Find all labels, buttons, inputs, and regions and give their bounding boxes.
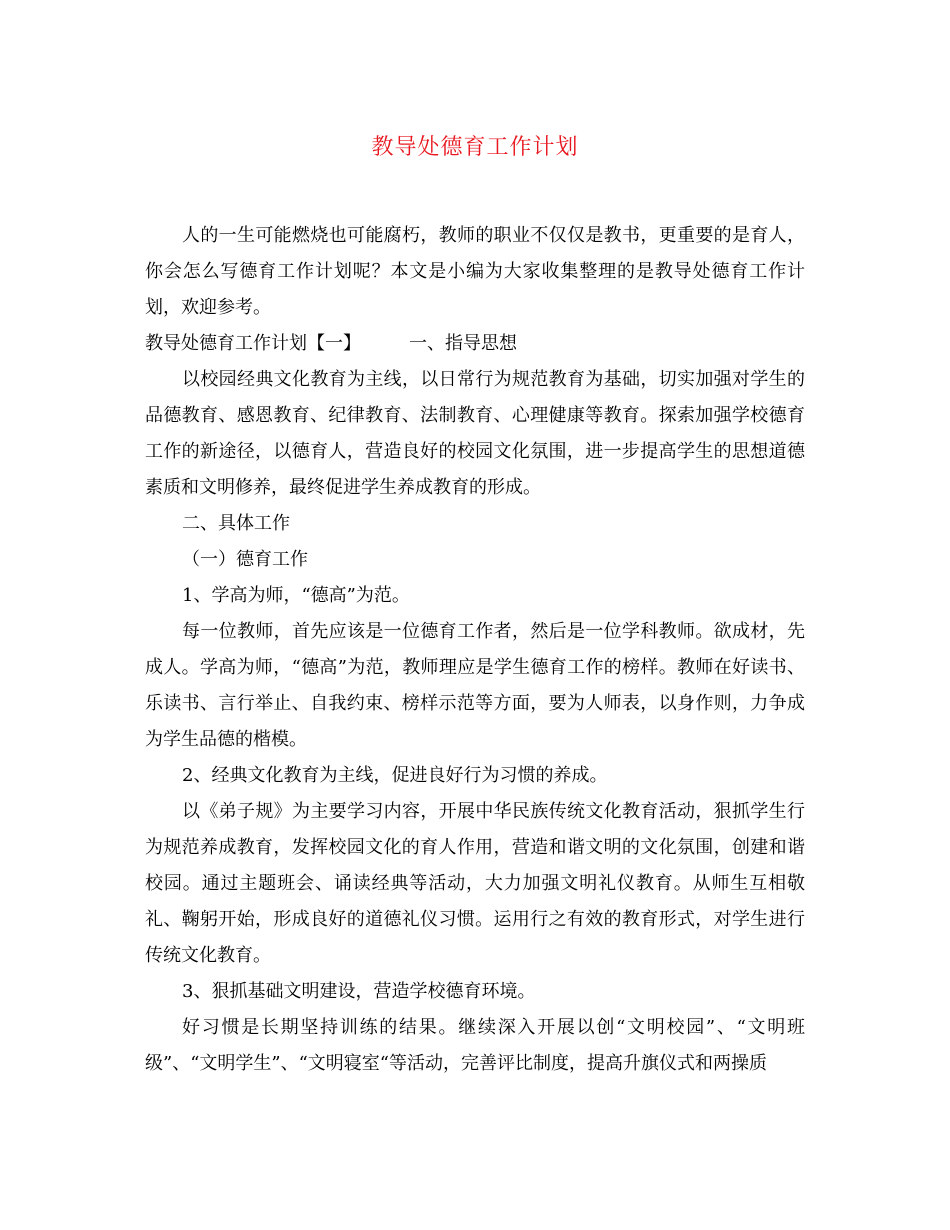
moral-heading: （一）德育工作 [182,549,308,570]
item1-paragraph: 每一位教师，首先应该是一位德育工作者，然后是一位学科教师。欲成材，先成人。学高为师，“德高”为范，教师理应是学生德育工作的榜样。教师在好读书、乐读书、言行举止、自我约束、榜样示范等方面，要为人师表，以身作则，力争成为学生品德的楷模。 [145,621,805,750]
section-title: 教导处德育工作计划【一】 [145,333,361,354]
item3-heading: 3、狠抓基础文明建设，营造学校德育环境。 [182,981,536,1002]
item1-heading: 1、学高为师，“德高”为范。 [182,585,410,606]
guiding-heading: 一、指导思想 [409,333,517,354]
item2-heading: 2、经典文化教育为主线，促进良好行为习惯的养成。 [182,765,608,786]
guiding-paragraph: 以校园经典文化教育为主线，以日常行为规范教育为基础，切实加强对学生的品德教育、感恩教育、纪律教育、法制教育、心理健康等教育。探索加强学校德育工作的新途径，以德育人，营造良好的校园文化氛围，进一步提高学生的思想道德素质和文明修养，最终促进学生养成教育的形成。 [145,369,805,498]
item2-paragraph: 以《弟子规》为主要学习内容，开展中华民族传统文化教育活动，狠抓学生行为规范养成教育，发挥校园文化的育人作用，营造和谐文明的文化氛围，创建和谐校园。通过主题班会、诵读经典等活动，大力加强文明礼仪教育。从师生互相敬礼、鞠躬开始，形成良好的道德礼仪习惯。运用行之有效的教育形式，对学生进行传统文化教育。 [145,801,805,966]
section-heading-line [145,326,805,362]
work-heading: 二、具体工作 [182,513,290,534]
document-title: 教导处德育工作计划 [371,135,579,160]
document-body [145,218,805,1082]
intro-paragraph: 人的一生可能燃烧也可能腐朽，教师的职业不仅仅是教书，更重要的是育人，你会怎么写德育工作计划呢？本文是小编为大家收集整理的是教导处德育工作计划，欢迎参考。 [145,225,805,318]
item3-paragraph: 好习惯是长期坚持训练的结果。继续深入开展以创“文明校园”、“文明班级”、“文明学生”、“文明寝室“等活动，完善评比制度，提高升旗仪式和两操质 [145,1017,805,1074]
